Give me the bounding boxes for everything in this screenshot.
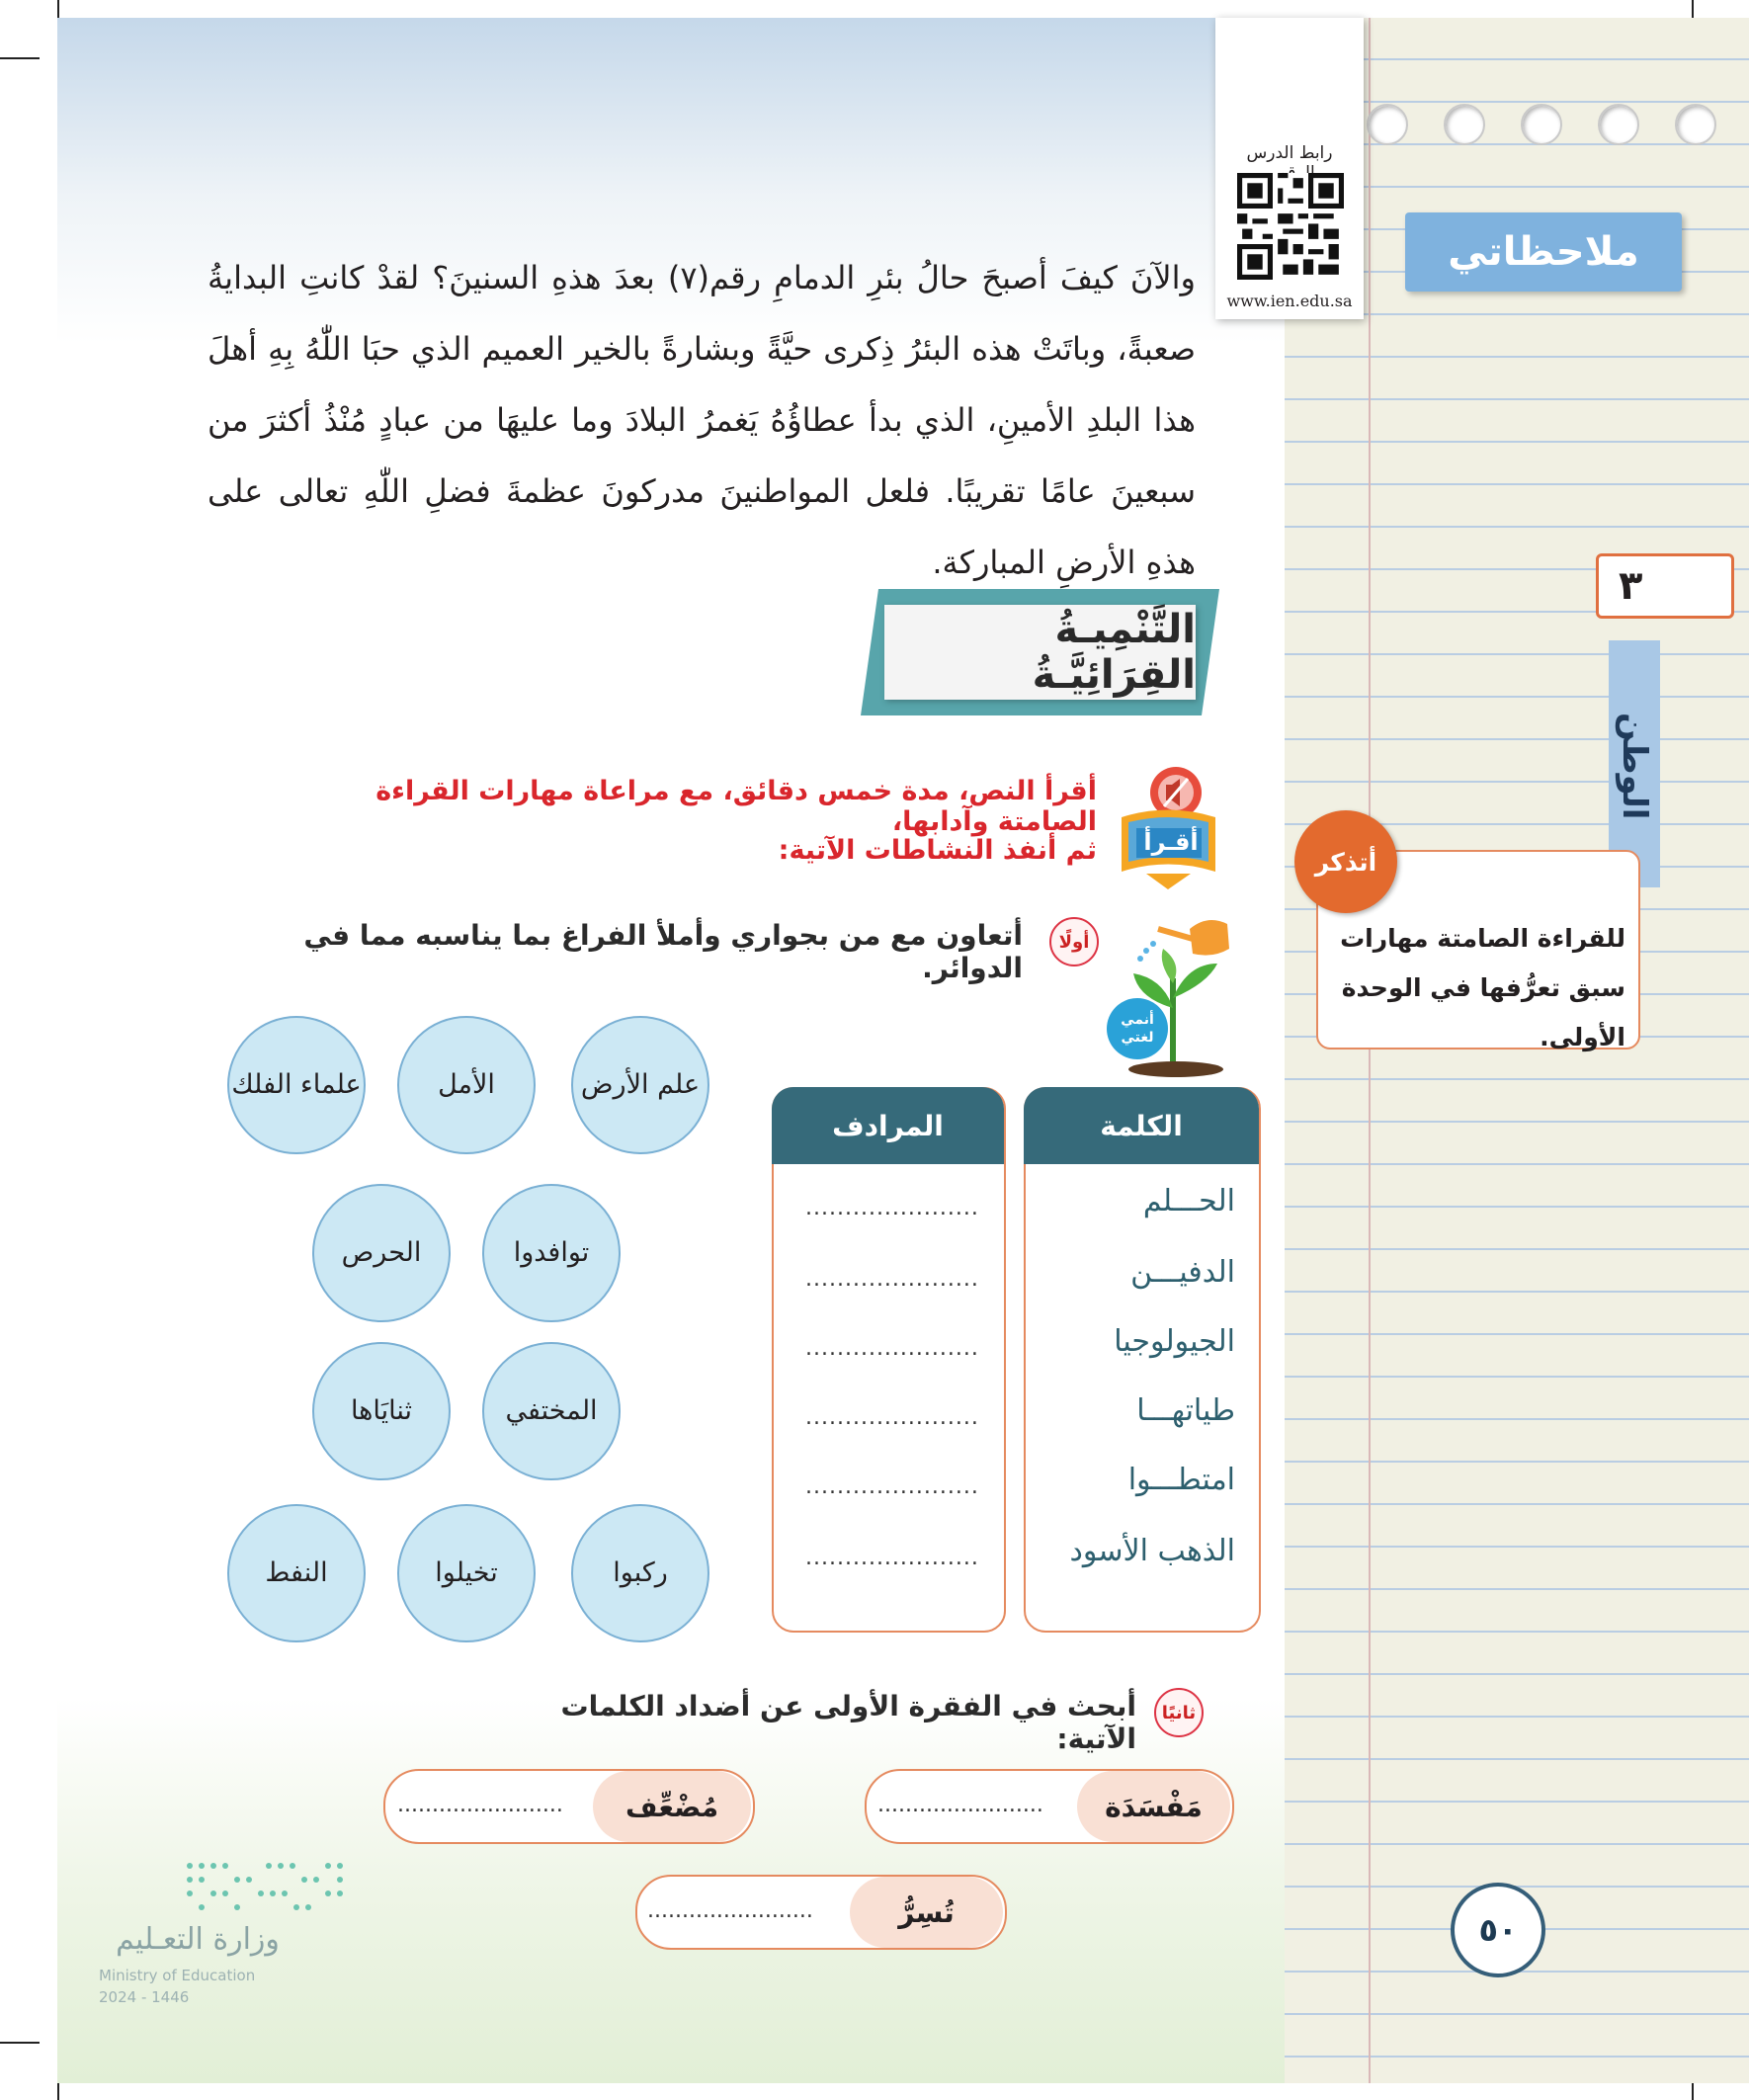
page-number: ٥٠ bbox=[1451, 1883, 1545, 1977]
antonym-word: مُضْعِّف bbox=[593, 1771, 751, 1842]
table-word: الدفيـــن bbox=[1130, 1255, 1235, 1290]
table-word: الجيولوجيا bbox=[1114, 1324, 1235, 1359]
word-bubble[interactable]: علماء الفلك bbox=[227, 1016, 366, 1154]
antonym-blank[interactable]: ........................ bbox=[647, 1898, 813, 1923]
synonym-blank[interactable]: ...................... bbox=[805, 1546, 979, 1570]
table-word: الذهب الأسود bbox=[1069, 1534, 1235, 1568]
read-label: أقـرأ bbox=[1143, 828, 1199, 856]
table-word: طياتهـــا bbox=[1136, 1393, 1235, 1428]
read-book-icon bbox=[1117, 763, 1220, 891]
synonym-blank[interactable]: ...................... bbox=[805, 1196, 979, 1220]
word-bubble[interactable]: توافدوا bbox=[482, 1184, 621, 1322]
notes-title: ملاحظاتي bbox=[1405, 212, 1682, 292]
activity-1-instruction: أتعاون مع من بجواري وأملأ الفراغ بما يناسبه مما في الدوائر. bbox=[303, 919, 1023, 984]
binder-hole bbox=[1598, 104, 1639, 145]
synonym-blank[interactable]: ...................... bbox=[805, 1336, 979, 1361]
reading-paragraph: والآنَ كيفَ أصبحَ حالُ بئرِ الدمامِ رقم(٧) بعدَ هذهِ السنينَ؟ لقدْ كانتِ البدايةُ صعبةً، وباتَتْ هذه البئرُ ذِكرى حيَّةً وبشارةً بالخير العميم الذي حبَا اللّٰهُ بِهِ أهلَ هذا البلدِ الأمينِ، الذي بدأ عطاؤُهُ يَغمرُ البلادَ وما عليهَا من عبادٍ مُنْذُ أكثرَ من سبعينَ عامًا تقريبًا. فلعل المواطنينَ مدركونَ عظمةَ فضلِ اللّٰهِ تعالى على هذهِ الأرضِ المباركة. bbox=[208, 259, 1196, 581]
crop-mark bbox=[0, 2042, 40, 2044]
synonym-blank[interactable]: ...................... bbox=[805, 1405, 979, 1430]
word-bubble[interactable]: الأمل bbox=[397, 1016, 536, 1154]
activity-2-instruction: أبحث في الفقرة الأولى عن أضداد الكلمات الآتية: bbox=[560, 1690, 1136, 1755]
word-bubble[interactable]: ثنايَاها bbox=[312, 1342, 451, 1480]
word-column-header: الكلمة bbox=[1024, 1087, 1259, 1164]
qr-url[interactable]: www.ien.edu.sa bbox=[1226, 292, 1353, 310]
binder-hole bbox=[1521, 104, 1562, 145]
ministry-logo-icon bbox=[180, 1858, 353, 1912]
section-title: التَّنْمِيـةُ القِرَائِيَّـةُ bbox=[884, 605, 1196, 700]
antonym-blank[interactable]: ........................ bbox=[397, 1793, 563, 1817]
grow-language-badge: أنمي لغتي bbox=[1107, 998, 1168, 1059]
word-bubble[interactable]: الحرص bbox=[312, 1184, 451, 1322]
ministry-name-arabic: وزارة التعـليم bbox=[116, 1922, 280, 1957]
binder-hole bbox=[1367, 104, 1408, 145]
antonym-word: تُسِرُّ bbox=[850, 1877, 1003, 1948]
instruction-line-2: ثم أنفذ النشاطات الآتية: bbox=[778, 835, 1097, 866]
word-bubble[interactable]: النفط bbox=[227, 1504, 366, 1642]
binder-hole bbox=[1444, 104, 1485, 145]
synonym-blank[interactable]: ...................... bbox=[805, 1267, 979, 1292]
activity-2-badge: ثانيًا bbox=[1154, 1688, 1204, 1737]
remember-text: للقراءة الصامتة مهارات سبق تعرُّفها في الوحدة الأولى. bbox=[1340, 924, 1625, 1051]
synonym-column-header: المرادف bbox=[772, 1087, 1004, 1164]
instruction-line-1: أقرأ النص، مدة خمس دقائق، مع مراعاة مهارات القراءة الصامتة وآدابها، bbox=[375, 776, 1097, 837]
antonym-word: مَفْسَدَة bbox=[1077, 1771, 1230, 1842]
synonym-blank[interactable]: ...................... bbox=[805, 1474, 979, 1499]
activity-1-badge: أولًا bbox=[1049, 917, 1099, 966]
qr-code-icon[interactable] bbox=[1237, 173, 1344, 280]
word-bubble[interactable]: تخيلوا bbox=[397, 1504, 536, 1642]
word-bubble[interactable]: ركبوا bbox=[571, 1504, 709, 1642]
unit-number: ٣ bbox=[1596, 553, 1734, 619]
table-word: الحـــلم bbox=[1142, 1184, 1235, 1218]
word-bubble[interactable]: علم الأرض bbox=[571, 1016, 709, 1154]
binder-hole bbox=[1675, 104, 1716, 145]
table-word: امتطـــوا bbox=[1127, 1463, 1235, 1497]
qr-caption: رابط الدرس bbox=[1246, 143, 1333, 163]
remember-badge: أتذكر bbox=[1294, 810, 1397, 913]
unit-label: الوطن bbox=[1615, 712, 1654, 820]
word-bubble[interactable]: المختفي bbox=[482, 1342, 621, 1480]
ministry-year: 2024 - 1446 bbox=[99, 1988, 190, 2006]
crop-mark bbox=[0, 57, 40, 59]
antonym-blank[interactable]: ........................ bbox=[877, 1793, 1043, 1817]
ministry-name-english: Ministry of Education bbox=[99, 1967, 256, 1984]
